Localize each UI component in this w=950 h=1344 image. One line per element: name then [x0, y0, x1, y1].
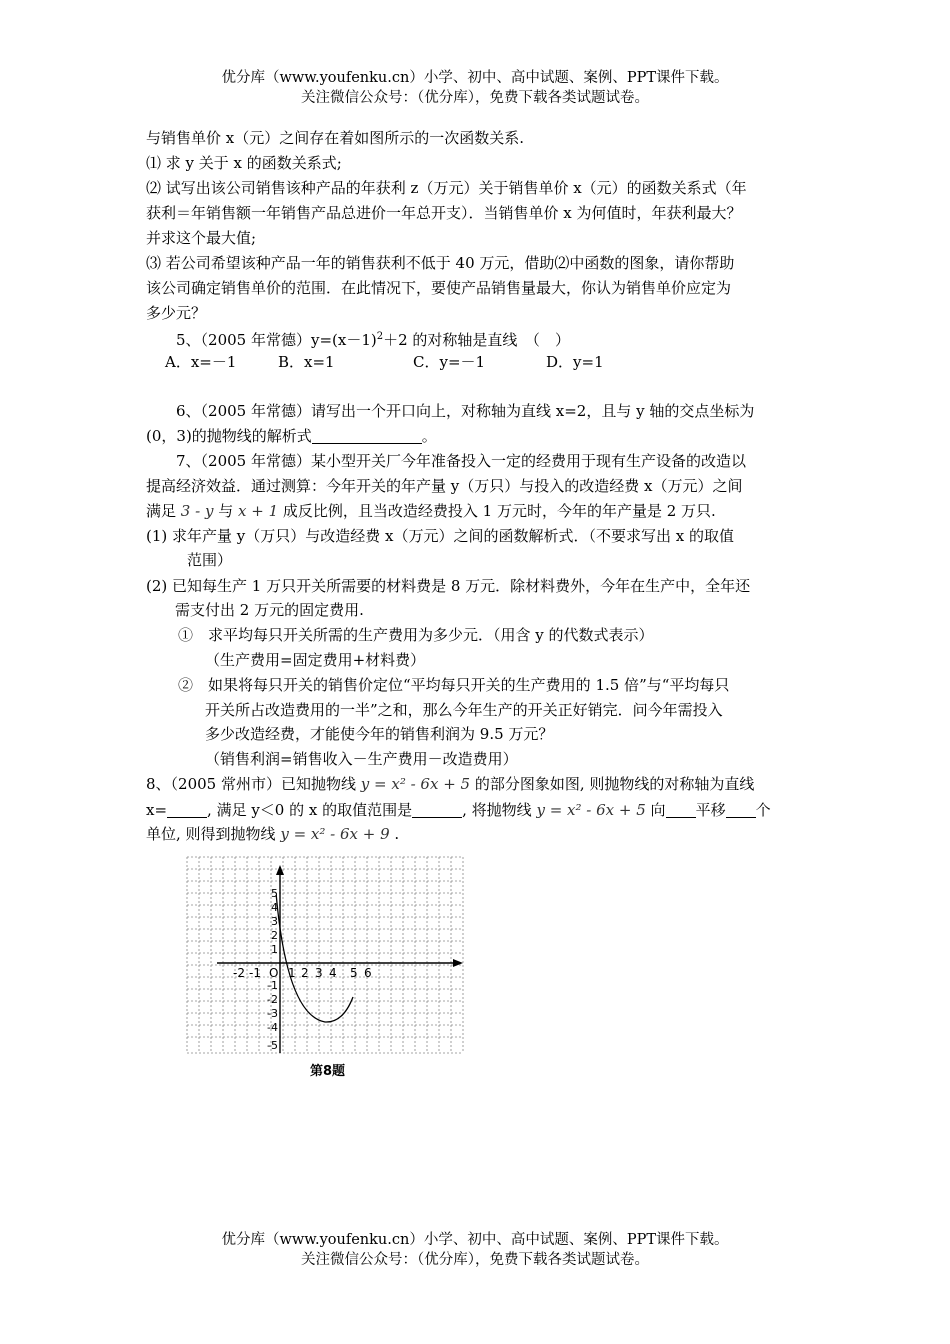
q7-sub2-line2: 开关所占改造费用的一半”之和，那么今年生产的开关正好销完．问今年需投入	[205, 701, 723, 719]
x-tick-label: 3	[315, 966, 323, 980]
x-axis-arrow-icon	[453, 959, 463, 967]
q7-sub1-line2: （生产费用=固定费用+材料费）	[205, 651, 426, 669]
q6-line1: 6、（2005 年常德）请写出一个开口向上，对称轴为直线 x=2，且与 y 轴的交点坐标为	[176, 402, 755, 420]
q7-line1: 7、（2005 年常德）某小型开关厂今年准备投入一定的经费用于现有生产设备的改造以	[176, 452, 746, 470]
q8-units-blank[interactable]	[726, 801, 756, 818]
y-tick-label: -5	[267, 1039, 278, 1052]
origin-label: O	[269, 966, 279, 980]
q4-line3: ⑵ 试写出该公司销售该种产品的年获利 z（万元）关于销售单价 x（元）的函数关系式（年	[146, 179, 747, 197]
q7-line2: 提高经济效益．通过测算：今年开关的年产量 y（万只）与投入的改造经费 x（万元）之间	[146, 477, 743, 495]
y-tick-label: 3	[271, 915, 278, 928]
y-tick-label: -2	[267, 993, 278, 1006]
parabola-graph	[185, 855, 465, 1055]
q7-sub2-line1: ② 如果将每只开关的销售价定位“平均每只开关的生产费用的 1.5 倍”与“平均每只	[178, 676, 730, 694]
x-tick-label: 6	[364, 966, 372, 980]
parabola-curve	[276, 895, 353, 1022]
x-tick-label: -2	[233, 966, 245, 980]
q8-axis-blank[interactable]	[167, 801, 207, 818]
q4-line1: 与销售单价 x（元）之间存在着如图所示的一次函数关系.	[146, 129, 524, 147]
x-tick-label: 4	[329, 966, 337, 980]
x-tick-label: 5	[350, 966, 358, 980]
x-tick-label: -1	[249, 966, 261, 980]
figure-caption: 第8题	[310, 1064, 346, 1079]
page-header-line1: 优分库（www.youfenku.cn）小学、初中、高中试题、案例、PPT课件下载。	[221, 70, 729, 86]
q7-part1-line1: (1) 求年产量 y（万只）与改造经费 x（万元）之间的函数解析式．（不要求写出 x 的取值	[146, 527, 734, 545]
page-header-line2: 关注微信公众号：（优分库），免费下载各类试题试卷。	[301, 90, 649, 106]
y-tick-label: 5	[271, 887, 278, 900]
q8-range-blank[interactable]	[412, 801, 462, 818]
y-tick-label: 1	[271, 943, 278, 956]
q8-line1: 8、（2005 常州市）已知抛物线 y = x² - 6x + 5 的部分图象如图, 则抛物线的对称轴为直线	[146, 775, 755, 793]
q7-sub2-line4: （销售利润=销售收入－生产费用－改造费用）	[205, 750, 518, 768]
q7-expr-3-minus-y: 3 - y	[180, 502, 214, 520]
q8-line3: 单位, 则得到抛物线 y = x² - 6x + 9 .	[146, 825, 400, 843]
q4-line6: ⑶ 若公司希望该种产品一年的销售获利不低于 40 万元，借助⑵中函数的图象，请你帮助	[146, 254, 735, 272]
q6-line2: (0，3)的抛物线的解析式 。	[146, 427, 437, 445]
x-tick-label: 2	[301, 966, 309, 980]
x-tick-label: 1	[288, 966, 296, 980]
q5-option-c: C．y=－1	[413, 353, 486, 371]
q5-stem: 5、（2005 年常德）$y=(x-1)^2+2$ 的对称轴是直线 （ ）	[176, 331, 570, 349]
q7-part2-line1: (2) 已知每生产 1 万只开关所需要的材料费是 8 万元．除材料费外，今年在生产中，全年还	[146, 577, 751, 595]
q4-line2: ⑴ 求 y 关于 x 的函数关系式;	[146, 154, 342, 172]
q7-part1-line2: 范围）	[187, 551, 233, 569]
q8-direction-blank[interactable]	[666, 801, 696, 818]
q8-equation-2: y = x² - 6x + 5	[536, 801, 646, 819]
q8-equation-1: y = x² - 6x + 5	[360, 775, 471, 793]
q4-line8: 多少元？	[146, 304, 207, 322]
y-tick-label: -4	[267, 1021, 278, 1034]
q5-option-b: B．x=1	[278, 353, 335, 371]
page-footer-line1: 优分库（www.youfenku.cn）小学、初中、高中试题、案例、PPT课件下载。	[221, 1232, 729, 1248]
q4-line4: 获利＝年销售额一年销售产品总进价一年总开支）．当销售单价 x 为何值时，年获利最大？	[146, 204, 742, 222]
page-footer-line2: 关注微信公众号：（优分库），免费下载各类试题试卷。	[301, 1252, 649, 1268]
q7-part2-line2: 需支付出 2 万元的固定费用.	[175, 601, 364, 619]
q6-answer-blank[interactable]	[312, 427, 422, 444]
q7-line3: 满足 3 - y 与 x + 1 成反比例，且当改造经费投入 1 万元时，今年的年产量是 2 万只.	[146, 502, 716, 520]
y-tick-label: -3	[267, 1007, 278, 1020]
q5-option-d: D．y=1	[546, 353, 604, 371]
y-tick-label: 2	[271, 929, 278, 942]
y-tick-label: 4	[271, 901, 278, 914]
q8-equation-3: y = x² - 6x + 9	[280, 825, 390, 843]
q7-expr-x-plus-1: x + 1	[238, 502, 279, 520]
q5-option-a: A．x=－1	[165, 353, 237, 371]
y-tick-label: -1	[267, 979, 278, 992]
grid-lines	[187, 857, 463, 1053]
q7-sub1-line1: ① 求平均每只开关所需的生产费用为多少元．（用含 y 的代数式表示）	[178, 626, 654, 644]
q4-line7: 该公司确定销售单价的范围．在此情况下，要使产品销售量最大，你认为销售单价应定为	[146, 279, 732, 297]
q4-line5: 并求这个最大值;	[146, 229, 257, 247]
q7-sub2-line3: 多少改造经费，才能使今年的销售利润为 9.5 万元？	[205, 725, 554, 743]
q8-line2: x= , 满足 y＜0 的 x 的取值范围是 , 将抛物线 y = x² - 6x + 5 向 平移 个	[146, 801, 771, 819]
